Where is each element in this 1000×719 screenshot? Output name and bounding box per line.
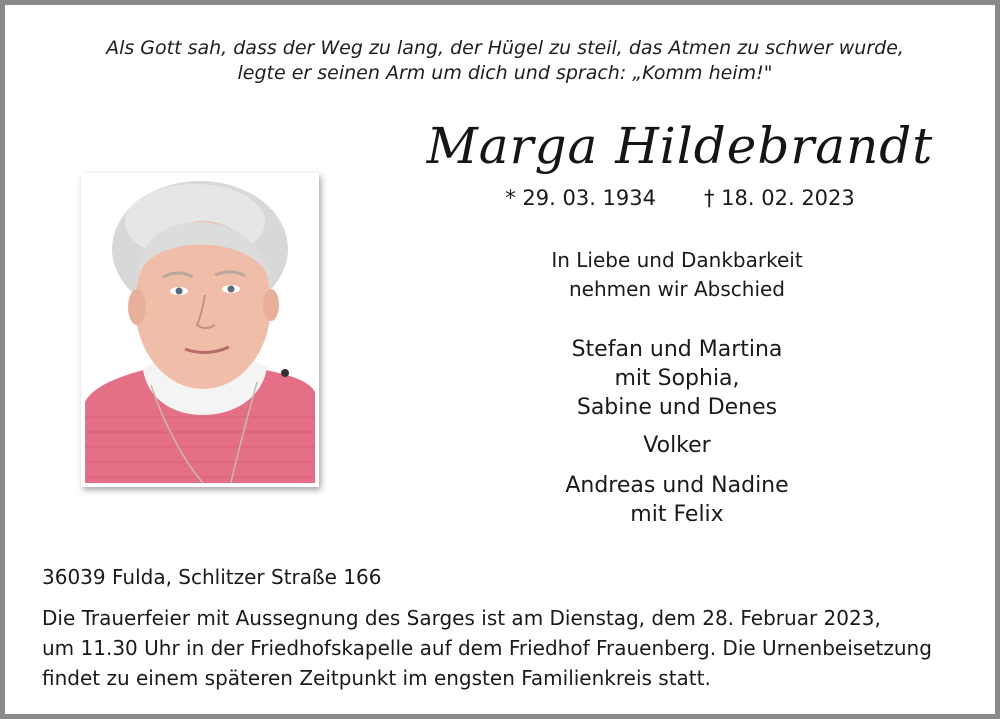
deceased-name: Marga Hildebrandt — [426, 117, 934, 175]
farewell-line-1: In Liebe und Dankbarkeit — [551, 248, 803, 272]
funeral-service-info — [42, 603, 932, 693]
family-line: Stefan und Martina — [571, 337, 783, 362]
family-line: mit Felix — [630, 502, 724, 527]
family-line: mit Sophia, — [614, 366, 740, 391]
memorial-quote — [5, 36, 1000, 86]
family-group-3 — [485, 471, 869, 529]
address: 36039 Fulda, Schlitzer Straße 166 — [42, 565, 382, 589]
farewell-line-2: nehmen wir Abschied — [569, 277, 785, 301]
service-line-1: Die Trauerfeier mit Aussegnung des Sarges ist am Dienstag, dem 28. Februar 2023, — [42, 606, 881, 630]
family-line: Sabine und Denes — [576, 395, 778, 420]
portrait-image — [85, 177, 315, 483]
quote-line-1: Als Gott sah, dass der Weg zu lang, der Hügel zu steil, das Atmen zu schwer wurde, — [106, 37, 904, 59]
quote-line-2: legte er seinen Arm um dich und sprach: „Komm heim!" — [237, 62, 773, 84]
family-group-1 — [485, 335, 869, 422]
service-line-2: um 11.30 Uhr in der Friedhofskapelle auf dem Friedhof Frauenberg. Die Urnenbeisetzung — [42, 636, 932, 660]
birth-date: * 29. 03. 1934 — [505, 186, 656, 210]
farewell-text — [485, 246, 869, 304]
family-line: Andreas und Nadine — [565, 473, 789, 498]
service-line-3: findet zu einem späteren Zeitpunkt im engsten Familienkreis statt. — [42, 666, 711, 690]
portrait-photo — [81, 173, 319, 487]
life-dates — [385, 183, 975, 213]
family-group-2 — [485, 431, 869, 460]
family-line: Volker — [643, 433, 711, 458]
death-date: † 18. 02. 2023 — [704, 186, 855, 210]
